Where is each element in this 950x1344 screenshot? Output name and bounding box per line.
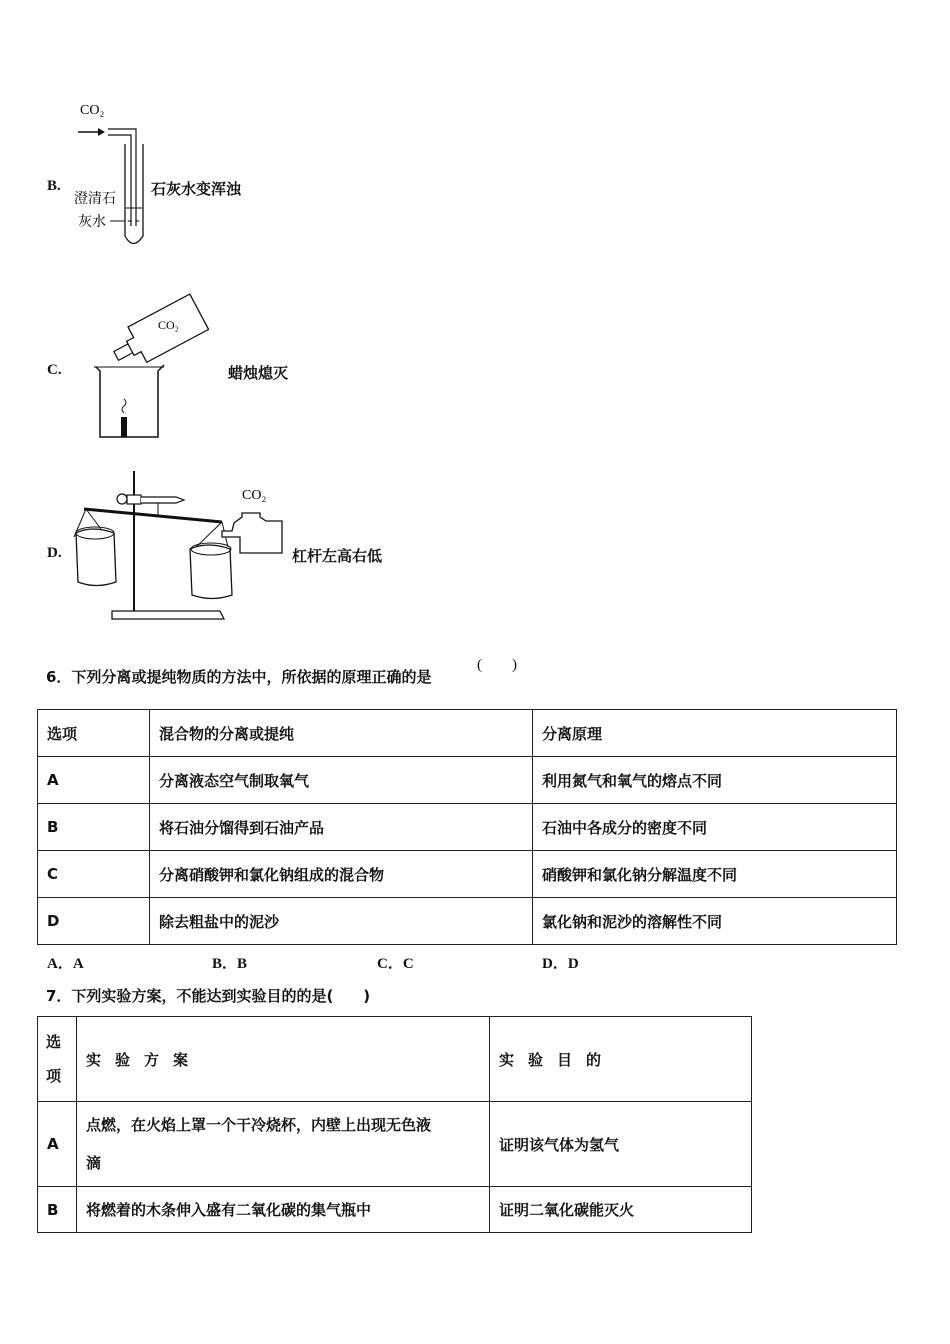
choice-c[interactable]: C．C bbox=[377, 956, 414, 972]
table-header-row bbox=[38, 1017, 752, 1102]
bubbles: ⁼ ⁼ bbox=[127, 218, 141, 229]
row-principle: 石油中各成分的密度不同 bbox=[533, 804, 897, 851]
row-option: B bbox=[38, 804, 150, 851]
tilted-gas-jar bbox=[107, 294, 209, 373]
row-principle: 利用氮气和氧气的熔点不同 bbox=[533, 757, 897, 804]
question-7-table bbox=[37, 1016, 752, 1233]
row-mixture: 分离硝酸钾和氯化钠组成的混合物 bbox=[150, 851, 533, 898]
header-mixture: 混合物的分离或提纯 bbox=[150, 710, 533, 757]
question-6-paren: ( ) bbox=[477, 657, 517, 673]
table-header-row bbox=[38, 710, 897, 757]
header-goal: 实验目的 bbox=[490, 1017, 752, 1102]
row-option: D bbox=[38, 898, 150, 945]
option-c-caption: 蜡烛熄灭 bbox=[228, 364, 289, 382]
header-option-line1: 选 bbox=[46, 1033, 62, 1051]
question-6-text: 6．下列分离或提纯物质的方法中，所依据的原理正确的是 bbox=[46, 668, 432, 686]
row-mixture: 将石油分馏得到石油产品 bbox=[150, 804, 533, 851]
row-option: A bbox=[38, 1102, 77, 1187]
table-row bbox=[38, 757, 897, 804]
row-plan-line2: 滴 bbox=[86, 1154, 102, 1172]
header-plan: 实验方案 bbox=[77, 1017, 490, 1102]
table-row bbox=[38, 1187, 752, 1233]
header-option-line2: 项 bbox=[46, 1067, 62, 1085]
delivery-tube bbox=[108, 129, 136, 226]
co2-text: CO₂ bbox=[242, 488, 267, 503]
row-goal: 证明该气体为氢气 bbox=[490, 1102, 752, 1187]
row-goal: 证明二氧化碳能灭火 bbox=[490, 1187, 752, 1233]
choice-d[interactable]: D．D bbox=[542, 956, 579, 972]
arrow-head bbox=[98, 128, 105, 136]
table-row bbox=[38, 898, 897, 945]
option-d-label: D. bbox=[47, 545, 62, 561]
header-principle: 分离原理 bbox=[533, 710, 897, 757]
option-d-caption: 杠杆左高右低 bbox=[292, 547, 383, 565]
row-option: A bbox=[38, 757, 150, 804]
gas-bottle bbox=[222, 513, 282, 553]
row-option: B bbox=[38, 1187, 77, 1233]
row-plan: 将燃着的木条伸入盛有二氧化碳的集气瓶中 bbox=[77, 1187, 490, 1233]
clamp-arm bbox=[141, 497, 184, 503]
clamp-screw bbox=[117, 494, 127, 504]
row-principle: 氯化钠和泥沙的溶解性不同 bbox=[533, 898, 897, 945]
row-principle: 硝酸钾和氯化钠分解温度不同 bbox=[533, 851, 897, 898]
clamp bbox=[127, 495, 141, 504]
smoke bbox=[122, 399, 126, 413]
option-c-label: C. bbox=[47, 362, 62, 378]
lever-beam bbox=[84, 509, 222, 522]
co2-text: CO₂ bbox=[80, 103, 105, 118]
limewater-label-1: 澄清石 bbox=[74, 192, 116, 207]
option-b-diagram bbox=[70, 96, 155, 251]
co2-text: CO₂ bbox=[158, 318, 179, 332]
question-6-table bbox=[37, 709, 897, 945]
row-mixture: 分离液态空气制取氧气 bbox=[150, 757, 533, 804]
candle bbox=[121, 417, 127, 437]
choice-a[interactable]: A．A bbox=[47, 956, 84, 972]
limewater-label-2: 灰水 bbox=[78, 215, 106, 230]
table-row bbox=[38, 804, 897, 851]
option-c-diagram bbox=[90, 285, 220, 445]
option-d-diagram bbox=[72, 467, 287, 629]
option-b-caption: 石灰水变浑浊 bbox=[151, 180, 242, 198]
row-mixture: 除去粗盐中的泥沙 bbox=[150, 898, 533, 945]
stand-base bbox=[112, 611, 224, 619]
choice-b[interactable]: B．B bbox=[212, 956, 248, 972]
row-plan-line1: 点燃，在火焰上罩一个干冷烧杯，内壁上出现无色液 bbox=[86, 1116, 432, 1134]
question-6-stem bbox=[46, 666, 431, 687]
table-row bbox=[38, 1102, 752, 1187]
header-option bbox=[38, 1017, 77, 1102]
beaker bbox=[96, 365, 164, 437]
table-row bbox=[38, 851, 897, 898]
row-plan bbox=[77, 1102, 490, 1187]
header-option: 选项 bbox=[38, 710, 150, 757]
option-b-label: B. bbox=[47, 178, 61, 194]
row-option: C bbox=[38, 851, 150, 898]
question-7-stem: 7．下列实验方案，不能达到实验目的的是( ) bbox=[46, 987, 371, 1005]
